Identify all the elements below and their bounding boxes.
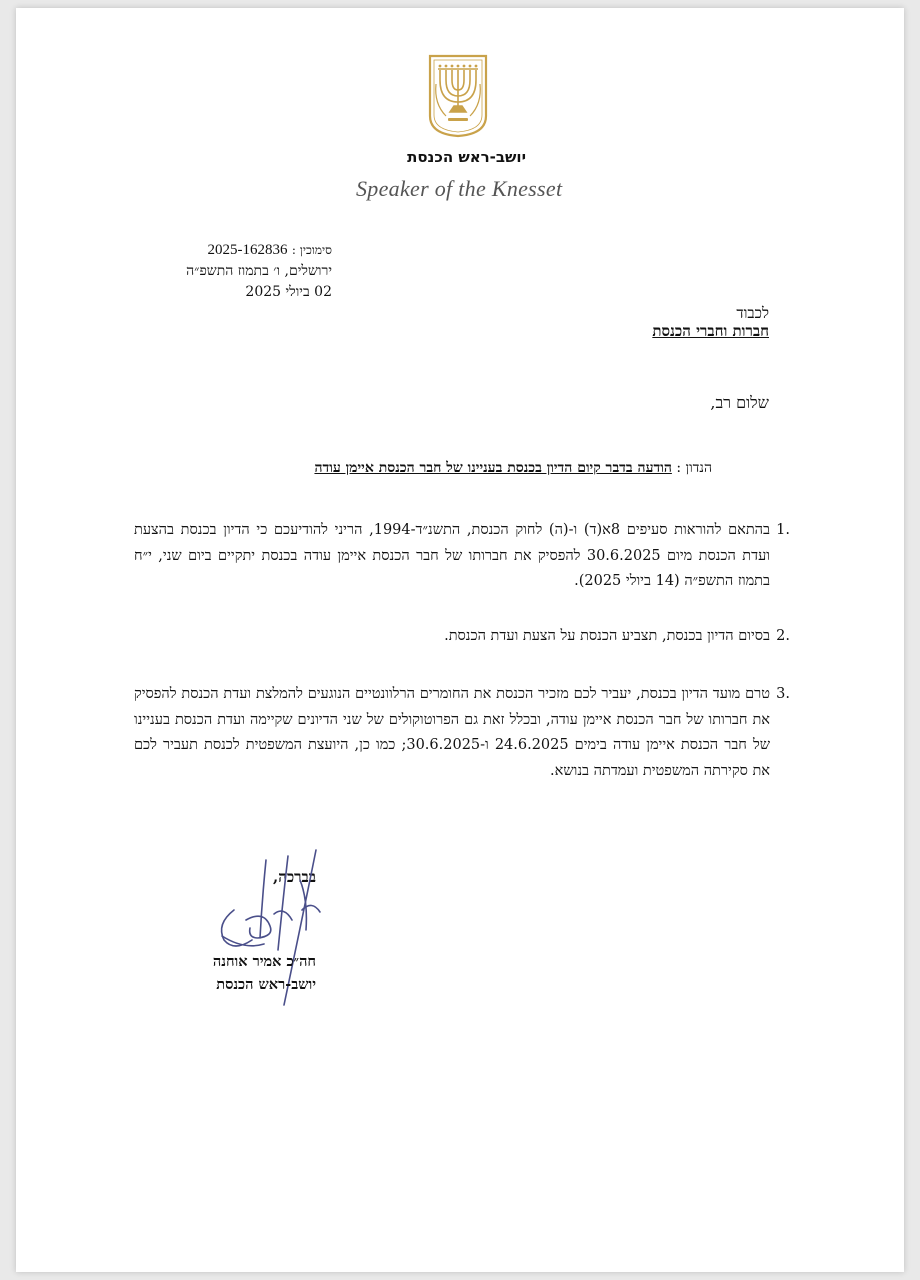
subject-label: הנדון :: [676, 460, 712, 476]
paragraph-text: בהתאם להוראות סעיפים 8א(ד) ו-(ה) לחוק הכנסת, התשנ״ד-1994, הריני להודיעכם כי הדיון בכנסת בהצעת ועדת הכנסת מיום 30.6.2025 להפסיק את חברותו של חבר הכנסת איימן עודה בכנסת יתקיים ביום שני, י״ח בתמוז התשפ״ה (14 ביולי 2025).: [134, 522, 771, 589]
paragraph-number: 3.: [776, 686, 790, 702]
paragraph: [134, 518, 790, 595]
paragraph-number: 2.: [776, 628, 790, 644]
office-title-hebrew: יושב-ראש הכנסת: [407, 148, 526, 166]
state-emblem-menorah-icon: [426, 54, 490, 138]
signer-name: חה״כ אמיר אוחנה: [212, 953, 316, 970]
signer-block: [176, 950, 316, 996]
paragraph-text: בסיום הדיון בכנסת, תצביע הכנסת על הצעת ועדת הכנסת.: [444, 628, 770, 644]
letter-page: [16, 8, 904, 1272]
paragraph: [134, 682, 790, 784]
date-gregorian: 02 ביולי 2025: [245, 284, 332, 300]
subject-text: הודעה בדבר קיום הדיון בכנסת בעניינו של חבר הכנסת איימן עודה: [314, 460, 672, 476]
reference-number: 2025-162836: [207, 242, 288, 258]
subject-line: [136, 460, 712, 477]
signer-title: יושב-ראש הכנסת: [216, 976, 316, 993]
reference-label: סימוכין :: [291, 243, 332, 257]
paragraph-number: 1.: [776, 522, 790, 538]
greeting: שלום רב,: [710, 393, 769, 412]
addressee-label: לכבוד: [736, 304, 769, 322]
addressee-recipients: חברות וחברי הכנסת: [652, 322, 769, 340]
office-title-english: Speaker of the Knesset: [356, 176, 563, 201]
closing-salutation: בברכה,: [272, 868, 316, 886]
reference-line: [116, 240, 332, 261]
date-hebrew: ירושלים, ו׳ בתמוז התשפ״ה: [186, 263, 332, 279]
paragraph: [134, 624, 790, 650]
letter-meta: [116, 240, 332, 303]
paragraph-text: טרם מועד הדיון בכנסת, יעביר לכם מזכיר הכנסת את החומרים הרלוונטיים הנוגעים להמלצת ועדת הכנסת להפסיק את חברותו של חבר הכנסת איימן עודה, ובכלל זאת גם הפרוטוקולים של שני הדיונים שקיימה ועדת הכנסת בעניינו של חבר הכנסת איימן עודה בימים 24.6.2025 ו-30.6.2025; כמו כן, היועצת המשפטית לכנסת תעביר לכם את סקירתה המשפטית ועמדתה בנושא.: [134, 686, 770, 779]
